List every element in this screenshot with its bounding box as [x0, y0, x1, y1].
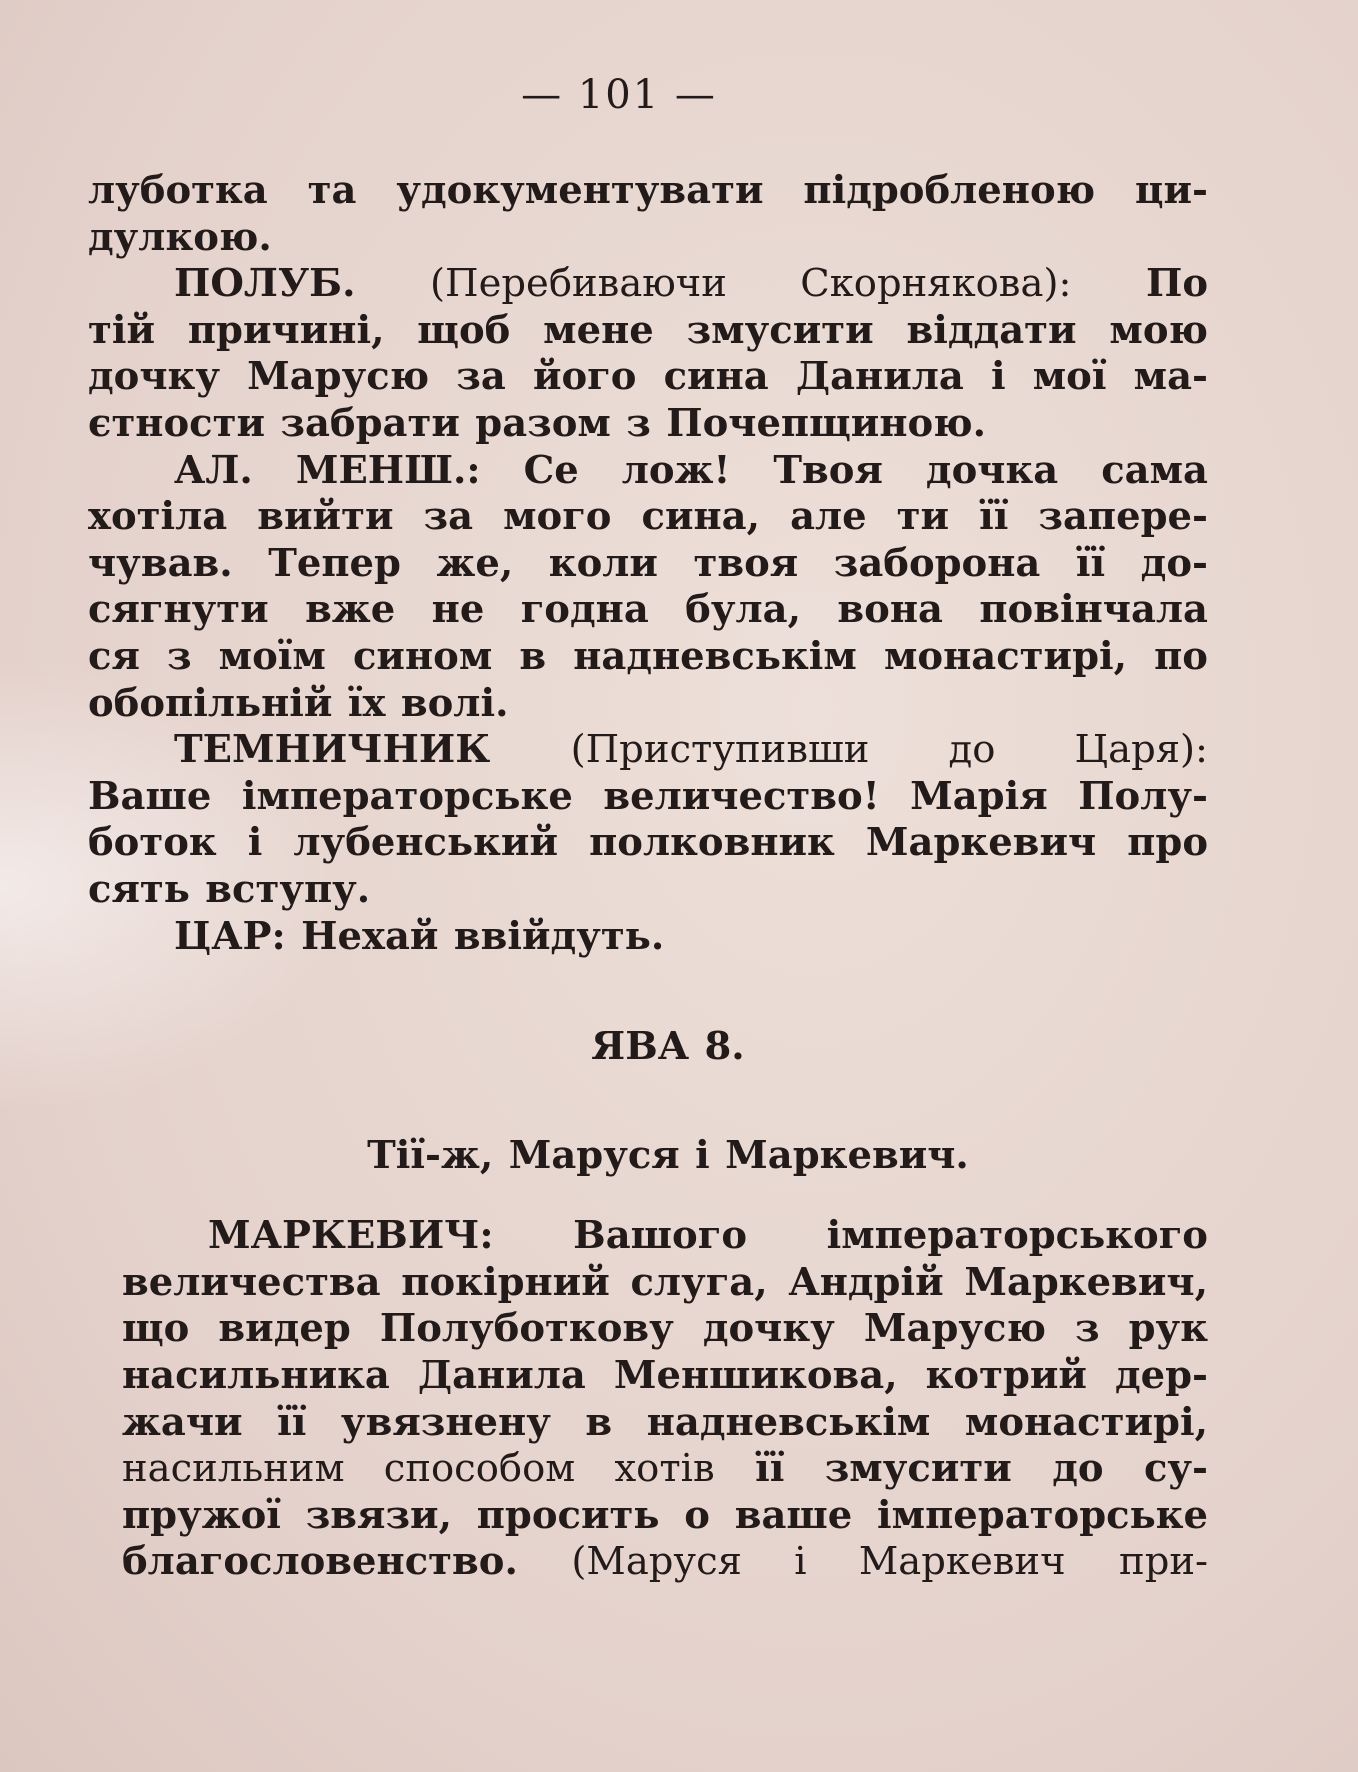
text-fragment: її змусити до су- [755, 1446, 1209, 1492]
text-line: чував. Тепер же, коли твоя заборона її до- [88, 540, 1208, 586]
text-line: дулкою. [88, 214, 272, 260]
text-line: жачи її увязнену в надневськім монастирі, [122, 1399, 1208, 1445]
stage-direction: (Маруся і Маркевич [571, 1539, 1066, 1585]
text-line: Ваше імператорське величество! Марія Полу- [88, 773, 1208, 819]
scene-title: ЯВА 8. [591, 1024, 745, 1070]
text-line: єтности забрати разом з Почепщиною. [88, 400, 987, 446]
paragraph [88, 914, 1208, 961]
text-line: сять вступу. [88, 866, 371, 912]
text-line: хотіла вийти за мого сина, але ти її запере- [88, 494, 1208, 540]
text-line: пружої звязи, просить о ваше імператорське [122, 1492, 1208, 1538]
text-line: що видер Полуботкову дочку Марусю з рук [122, 1306, 1208, 1352]
paragraph [88, 727, 1208, 913]
paragraph [88, 261, 1208, 447]
paragraph [88, 168, 1208, 261]
spacer [88, 1071, 1208, 1133]
spacer [88, 960, 1208, 1024]
text-line: тій причині, щоб мене змусити віддати мою [88, 307, 1208, 353]
text-line: насильника Данила Меншикова, котрий дер- [122, 1353, 1208, 1399]
text-line: боток і лубенський полковник Маркевич про [88, 820, 1208, 866]
speaker-name: ТЕМНИЧНИК [174, 727, 491, 773]
text-fragment: благословенство. [122, 1539, 518, 1585]
text-line: обопільній їх волі. [88, 680, 509, 726]
spacer [88, 1179, 1208, 1213]
scene-cast: Тії-ж, Маруся і Маркевич. [367, 1132, 969, 1178]
text-fragment: насильним способом хотів [122, 1446, 715, 1492]
page-number: — 101 — [521, 72, 717, 118]
paragraph [88, 448, 1208, 728]
text-line: сягнути вже не годна була, вона повінчала [88, 587, 1208, 633]
text-line: АЛ. МЕНШ.: Се лож! Твоя дочка сама [174, 447, 1208, 493]
text-line [122, 1539, 1208, 1586]
text-line: величества покірний слуга, Андрій Маркевич, [122, 1259, 1208, 1305]
text-line [88, 261, 1208, 308]
text-line: дочку Марусю за його сина Данила і мої ма- [88, 354, 1208, 400]
text-line: ЦАР: Нехай ввійдуть. [174, 913, 665, 959]
text-fragment: при- [1119, 1539, 1209, 1585]
text-fragment: По [1145, 261, 1209, 307]
text-line [122, 1446, 1208, 1493]
paragraph [88, 1213, 1208, 1586]
stage-direction: (Перебиваючи Скорнякова): [430, 261, 1072, 307]
text-line [88, 727, 1208, 774]
stage-direction: (Приступивши до Царя): [570, 727, 1208, 773]
page-body [88, 168, 1208, 1586]
text-line: ся з моїм сином в надневськім монастирі, по [88, 633, 1208, 679]
text-line: луботка та удокументувати підробленою ци- [88, 168, 1208, 213]
speaker-name: ПОЛУБ. [174, 261, 356, 307]
text-line: МАРКЕВИЧ: Вашого імператорського [208, 1213, 1208, 1259]
